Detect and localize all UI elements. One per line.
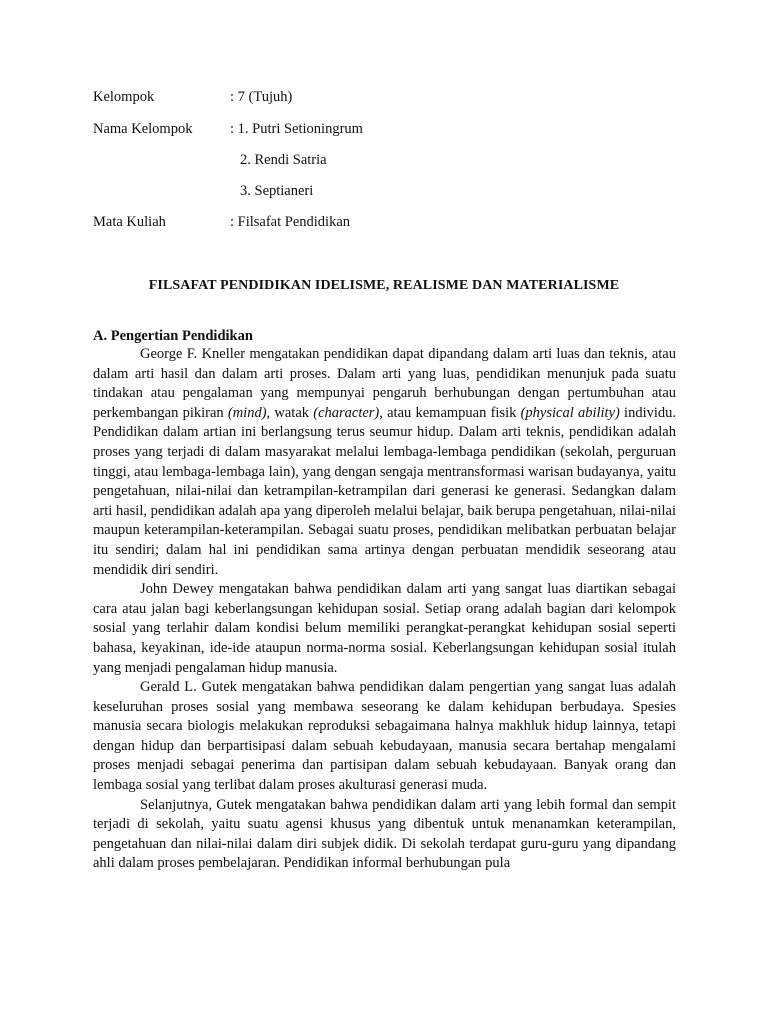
paragraph-kneller-text-b: , watak [266,404,314,421]
paragraph-gutek-formal: Selanjutnya, Gutek mengatakan bahwa pendidikan dalam arti yang lebih formal dan sempit terjadi di sekolah, yaitu suatu agensi khusus yang dibentuk untuk menanamkan keterampilan, pengetahuan dan nilai-nilai dalam diri subjek didik. Di sekolah terdapat guru-guru yang dipandang ahli dalam proses pembelajaran. Pendidikan informal berhubungan pula [93,796,676,872]
paragraph-gutek: Gerald L. Gutek mengatakan bahwa pendidikan dalam pengertian yang sangat luas adalah keseluruhan proses sosial yang membawa seseorang ke dalam kehidupan berbudaya. Spesies manusia secara biologis melakukan reproduksi sebagaimana halnya makhluk hidup lainnya, tetapi dengan hidup dan berpartisipasi dalam sebuah kebudayaan, manusia secara bertahap mengalami proses menjadi sebagai penerima dan partisipan dalam sebuah kebudayaan. Banyak orang dan lembaga sosial yang terlibat dalam proses akulturasi generasi muda. [93,679,676,794]
group-value: : 7 (Tujuh) [230,89,293,105]
member-3: 3. Septianeri [240,183,314,199]
paragraph-kneller-text-a: George F. Kneller mengatakan pendidikan dapat dipandang dalam arti luas dan teknis, atau dalam arti hasil dan dalam arti proses. Dalam arti yang luas, pendidikan menunjuk pada suatu tindakan atau pengalaman yang mempunyai pengaruh berhubungan dengan pertumbuhan atau perkembangan pikiran [93,346,676,421]
section-heading: A. Pengertian Pendidikan [93,328,253,344]
member-1: : 1. Putri Setioningrum [230,121,363,137]
term-mind: (mind) [227,404,267,421]
paragraph-kneller [93,345,676,580]
paragraph-kneller-text-d: individu. Pendidikan dalam artian ini berlangsung terus seumur hidup. Dalam arti teknis, pendidikan adalah proses yang terjadi di dalam masyarakat melalui lembaga-lembaga pendidikan (sekolah, perguruan tinggi, atau lembaga-lembaga lain), yang dengan sengaja mentransformasi warisan budayanya, yaitu pengetahuan, nilai-nilai dan ketrampilan-ketrampilan dari generasi ke generasi. Sedangkan dalam arti hasil, pendidikan adalah apa yang diperoleh melalui belajar, baik berupa pengetahuan, nilai-nilai maupun keterampilan-keterampilan. Sebagai suatu proses, pendidikan melibatkan perbuatan belajar itu sendiri; dalam hal ini pendidikan sama artinya dengan perbuatan mendidik seseorang atau mendidik diri sendiri. [93,404,677,578]
member-2: 2. Rendi Satria [240,152,327,168]
term-physical-ability: (physical ability) [520,404,620,421]
course-value: : Filsafat Pendidikan [230,214,351,230]
paragraph-kneller-text-c: , atau kemampuan fisik [379,404,521,421]
members-label: Nama Kelompok [93,121,193,137]
course-label: Mata Kuliah [93,214,166,230]
paragraph-dewey: John Dewey mengatakan bahwa pendidikan dalam arti yang sangat luas diartikan sebagai cara atau jalan bagi keberlangsungan kehidupan sosial. Setiap orang adalah bagian dari kelompok sosial yang terlahir dalam kondisi belum memiliki perangkat-perangkat kehidupan sosial seperti bahasa, keyakinan, ide-ide ataupun norma-norma sosial. Keberlangsungan kehidupan sosial itulah yang menjadi pengalaman hidup manusia. [93,581,676,676]
group-label: Kelompok [93,89,155,105]
section-body [93,345,676,874]
document-title: FILSAFAT PENDIDIKAN IDELISME, REALISME DAN MATERIALISME [148,278,620,293]
term-character: (character) [313,404,380,421]
